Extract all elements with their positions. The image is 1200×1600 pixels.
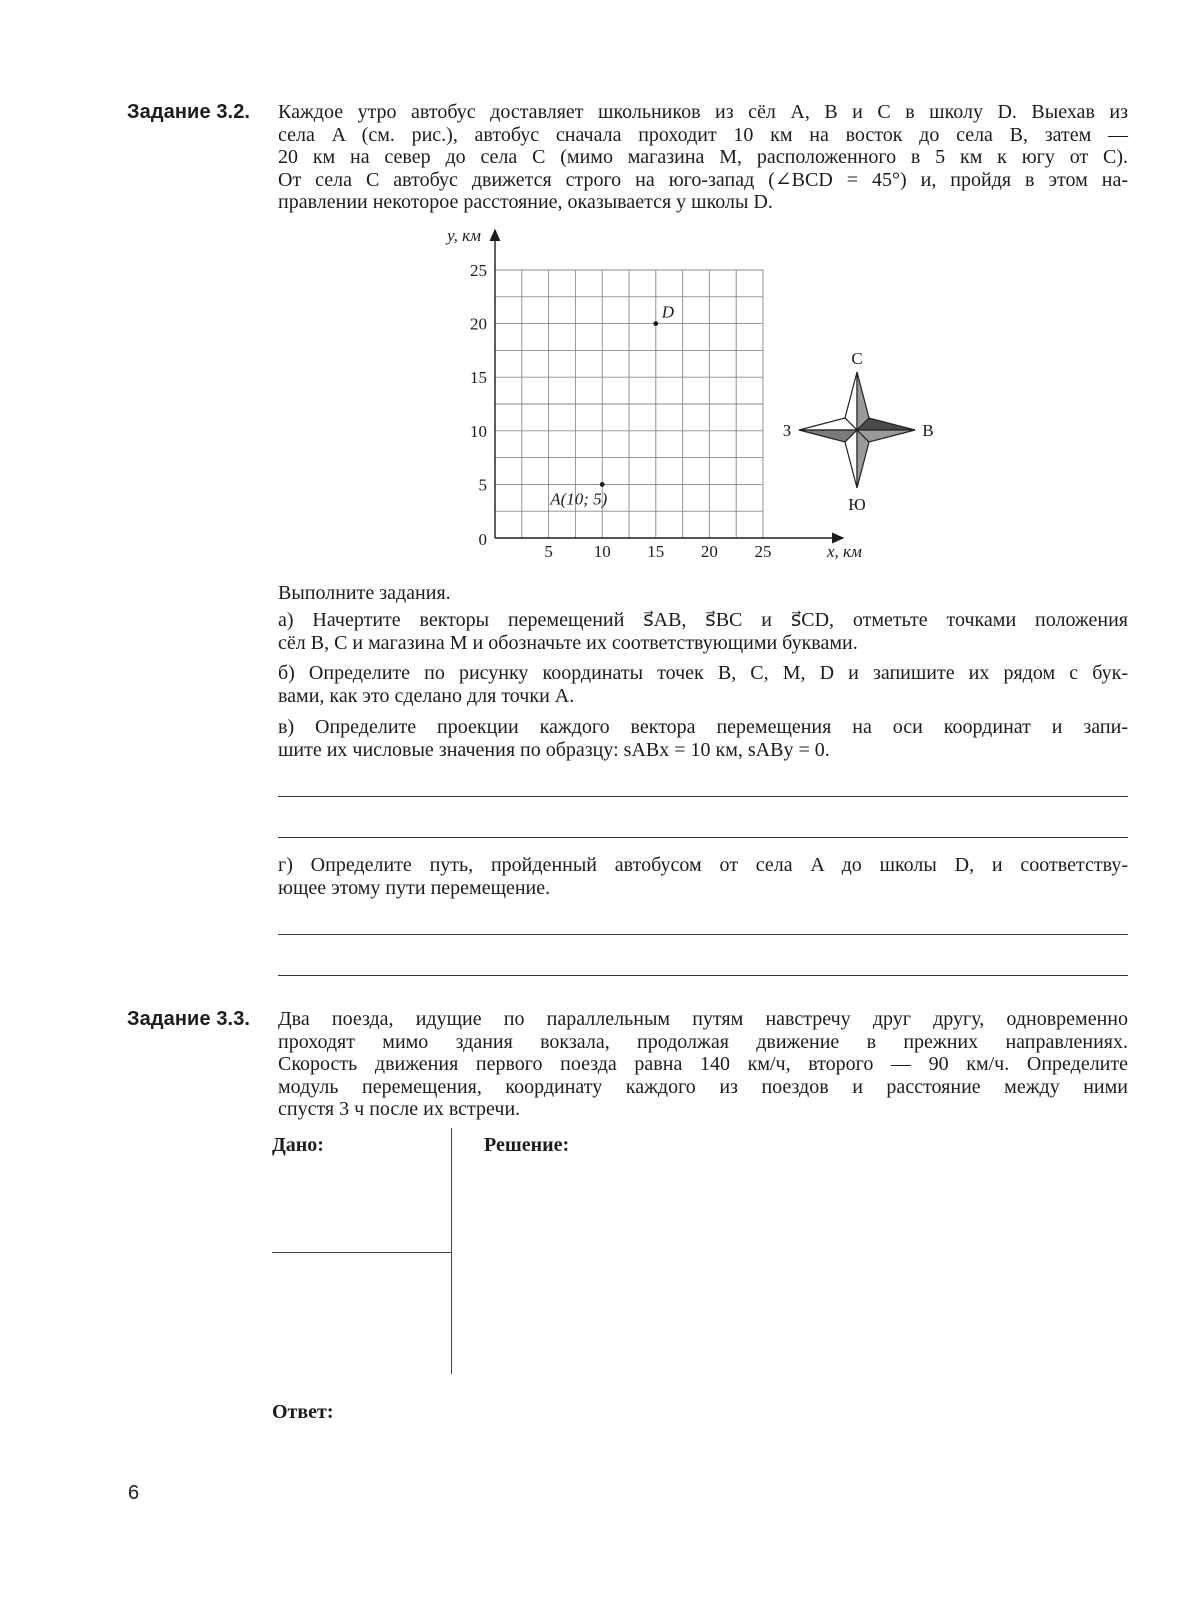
intro-line-1: Каждое утро автобус доставляет школьников из сёл A, B и C в школу D. Выехав из [278,101,1128,123]
task2-line-4: модуль перемещения, координату каждого из поездов и расстояние между ними [278,1075,1128,1098]
compass-rose [783,349,934,514]
intro-line-3: 20 км на север до села C (мимо магазина M, расположенного в 5 км к югу от C). [278,146,1128,169]
item-a [278,609,1128,654]
instructions-heading: Выполните задания. [278,582,451,604]
given-underline [272,1252,452,1253]
coordinate-figure [420,224,934,584]
task2-line-1: Два поезда, идущие по параллельным путям навстречу друг другу, одновременно [278,1008,1128,1030]
item-v-line-1: в) Определите проекции каждого вектора перемещения на оси координат и запи- [278,716,1128,738]
x-axis-label: x, км [827,542,862,561]
given-label: Дано: [272,1134,324,1156]
answer-line-g-2[interactable] [278,975,1128,976]
intro-line-4: От села C автобус движется строго на юго-запад (∠BCD = 45°) и, пройдя в этом на- [278,168,1128,191]
origin-label: 0 [478,530,487,549]
item-g-line-1: г) Определите путь, пройденный автобусом от села A до школы D, и соответству- [278,854,1128,876]
x-tick-label: 5 [544,542,553,561]
task2-line-2: проходят мимо здания вокзала, продолжая движение в прежних направлениях. [278,1030,1128,1053]
given-solution-divider [451,1128,452,1374]
axes [495,230,843,538]
answer-label: Ответ: [272,1401,334,1423]
intro-line-5: правлении некоторое расстояние, оказывается у школы D. [278,191,773,214]
item-v-line-2: шите их числовые значения по образцу: sABx = 10 км, sABy = 0. [278,738,830,761]
answer-line-g-1[interactable] [278,934,1128,935]
item-g-line-2: ющее этому пути перемещение. [278,876,551,899]
compass-east-label: В [922,421,934,440]
task2-line-5: спустя 3 ч после их встречи. [278,1098,521,1121]
point-a [600,482,605,487]
compass-south-label: Ю [848,495,866,514]
item-b [278,662,1128,707]
compass-west-label: З [782,421,792,440]
item-v [278,716,1128,761]
answer-line-v-1[interactable] [278,796,1128,797]
page-number: 6 [128,1482,140,1504]
x-tick-label: 25 [754,542,772,561]
task-3-2-label: Задание 3.2. [127,101,251,123]
item-a-line-1: а) Начертите векторы перемещений s⃗AB, s⃗BC и s⃗CD, отметьте точками положения [278,609,1128,631]
point-a-label: A(10; 5) [550,489,608,509]
x-tick-label: 20 [700,542,718,561]
y-tick-label: 15 [470,368,487,388]
x-tick-label: 15 [647,542,665,561]
y-axis-label: y, км [447,226,481,245]
task2-line-3: Скорость движения первого поезда равна 140 км/ч, второго — 90 км/ч. Определите [278,1053,1128,1076]
y-tick-label: 10 [470,421,487,441]
x-tick-label: 10 [593,542,611,561]
intro-line-2: села A (см. рис.), автобус сначала проходит 10 км на восток до села B, затем — [278,123,1128,146]
point-d-label: D [661,302,675,322]
item-b-line-2: вами, как это сделано для точки A. [278,684,575,707]
answer-line-v-2[interactable] [278,837,1128,838]
point-d [653,321,658,326]
item-g [278,854,1128,899]
task-3-3-text [278,1008,1128,1121]
coordinate-grid [420,224,934,584]
grid-lines [495,270,763,538]
y-tick-label: 25 [470,261,487,280]
solution-label: Решение: [484,1134,570,1156]
y-tick-label: 5 [478,475,487,495]
task-3-2-intro [278,101,1128,214]
item-a-line-2: сёл B, C и магазина M и обозначьте их соответствующими буквами. [278,631,858,654]
task-3-3-label: Задание 3.3. [127,1008,251,1030]
item-b-line-1: б) Определите по рисунку координаты точек B, C, M, D и запишите их рядом с бук- [278,662,1128,684]
compass-north-label: С [851,349,863,368]
y-tick-label: 20 [470,314,487,334]
